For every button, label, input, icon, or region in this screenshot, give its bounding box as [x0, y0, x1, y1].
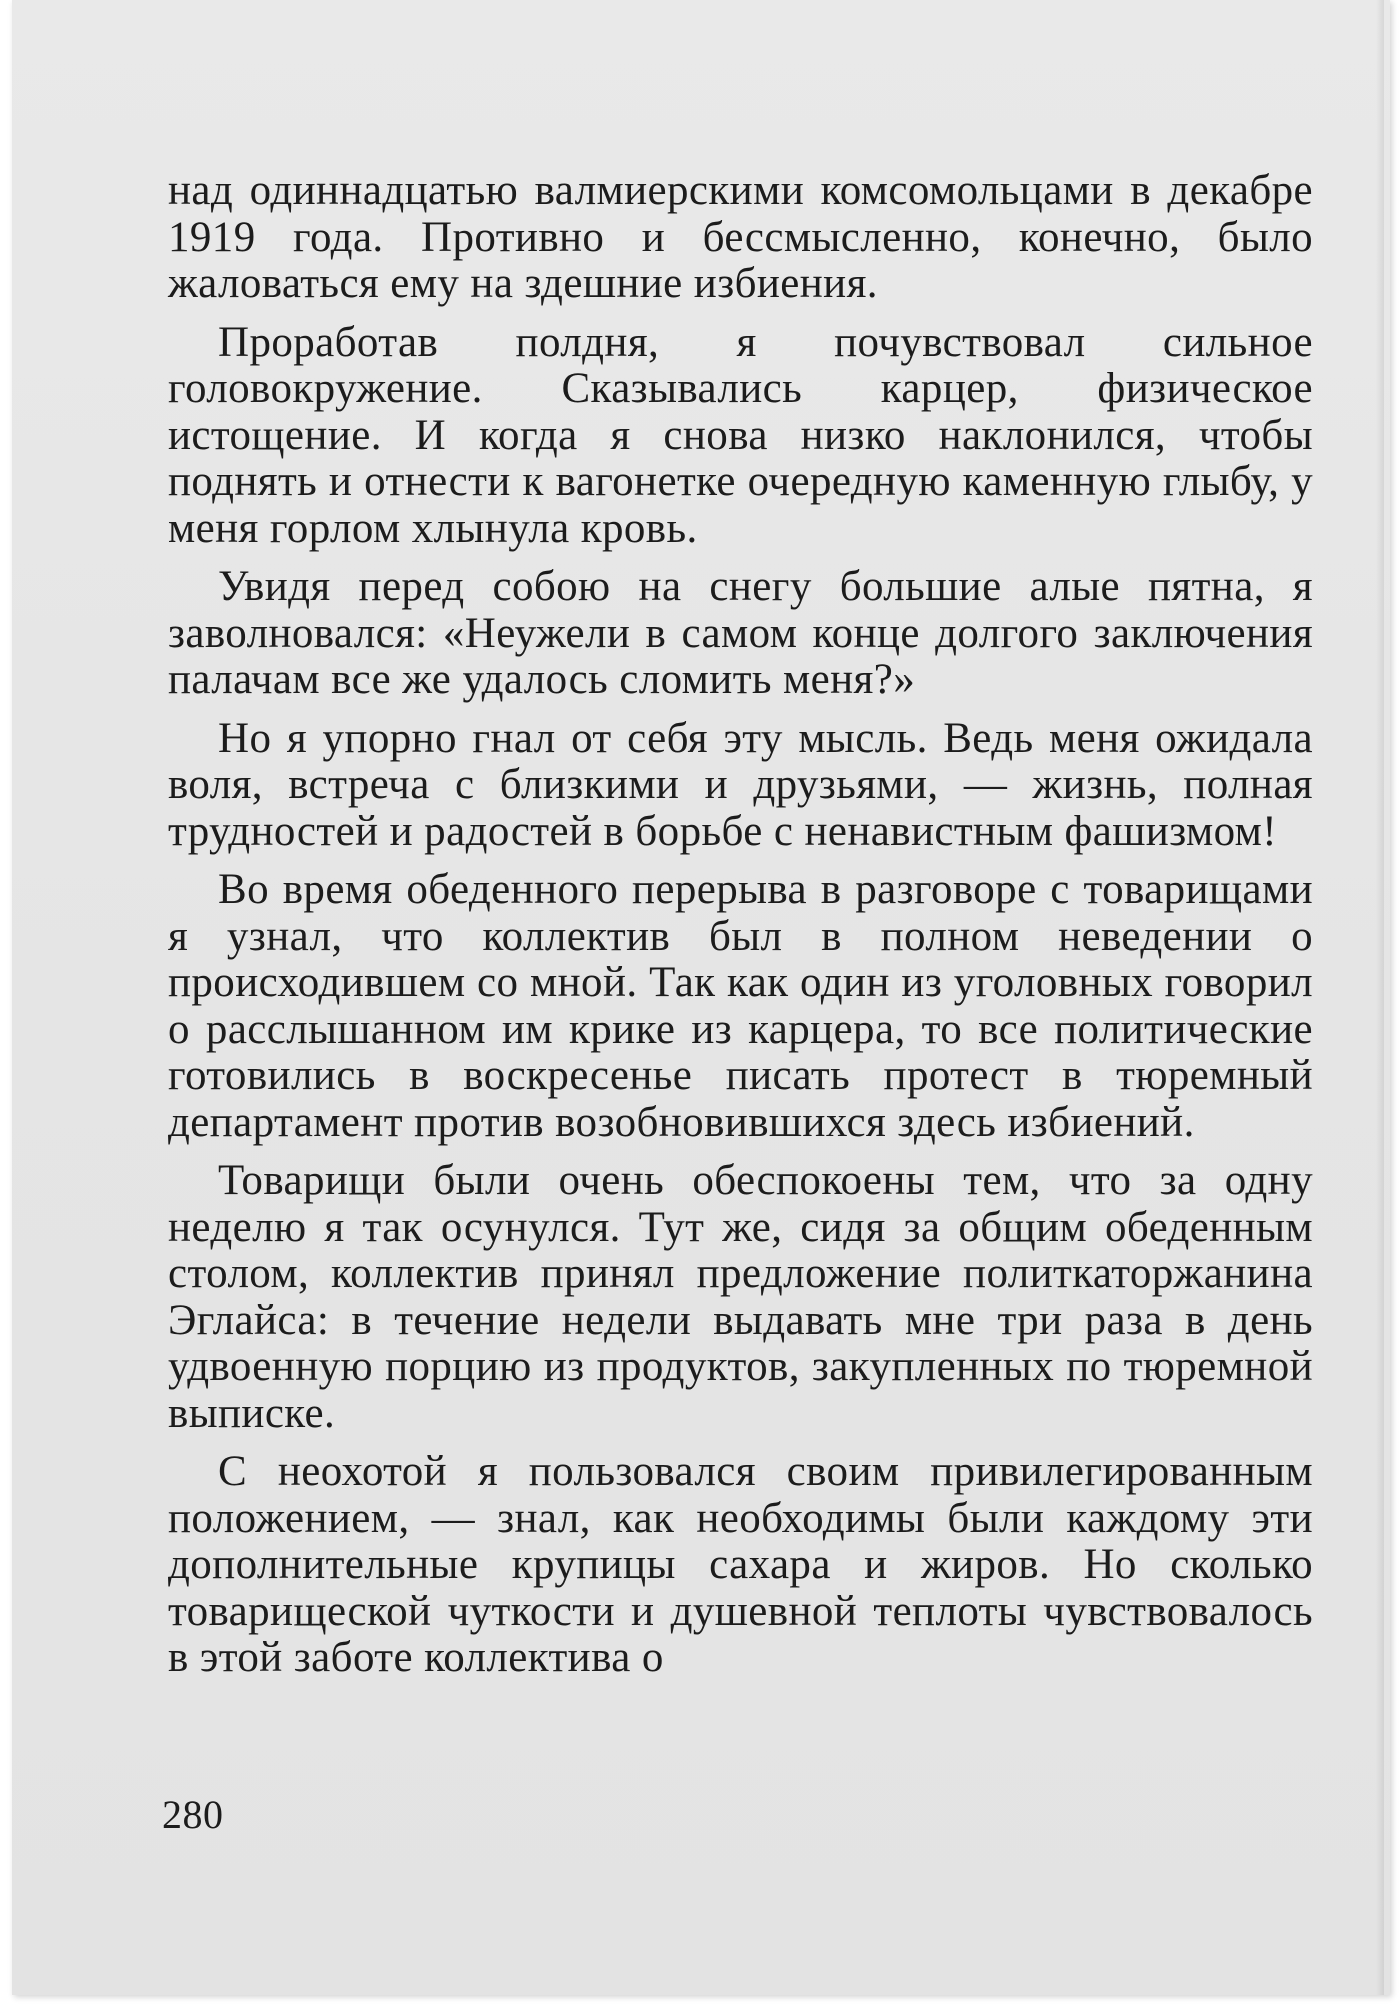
page-edge-shadow	[1376, 0, 1384, 1995]
paragraph-7: С неохотой я пользовался своим привилегированным положением, — знал, как необходимы были каждому эти дополнительные крупицы сахара и жиров. Но сколько товарищеской чуткости и душевной теплоты чувствовалось в этой заботе коллектива о	[168, 1448, 1313, 1681]
paragraph-2: Проработав полдня, я почувствовал сильное головокружение. Сказывались карцер, физическое истощение. И когда я снова низко наклонился, чтобы поднять и отнести к вагонетке очередную каменную глыбу, у меня горлом хлынула кровь.	[168, 318, 1313, 552]
paragraph-5: Во время обеденного перерыва в разговоре с товарищами я узнал, что коллектив был в полном неведении о происходившем со мной. Так как один из уголовных говорил о расслышанном им крике из карцера, то все политические готовились в воскресенье писать протест в тюремный департамент против возобновившихся здесь избиений.	[168, 866, 1313, 1146]
paragraph-6: Товарищи были очень обеспокоены тем, что за одну неделю я так осунулся. Тут же, сидя за общим обеденным столом, коллектив принял предложение политкаторжанина Эглайса: в течение недели выдавать мне три раза в день удвоенную порцию из продуктов, закупленных по тюремной выписке.	[168, 1157, 1313, 1437]
page-number: 280	[162, 1792, 224, 1837]
paragraph-3: Увидя перед собою на снегу большие алые пятна, я заволновался: «Неужели в самом конце долгого заключения палачам все же удалось сломить меня?»	[168, 563, 1313, 703]
body-text	[168, 168, 1313, 1694]
paragraph-4: Но я упорно гнал от себя эту мысль. Ведь меня ожидала воля, встреча с близкими и друзьями, — жизнь, полная трудностей и радостей в борьбе с ненавистным фашизмом!	[168, 714, 1313, 855]
paragraph-1: над одиннадцатью валмиерскими комсомольцами в декабре 1919 года. Противно и бессмысленно, конечно, было жаловаться ему на здешние избиения.	[168, 167, 1313, 307]
